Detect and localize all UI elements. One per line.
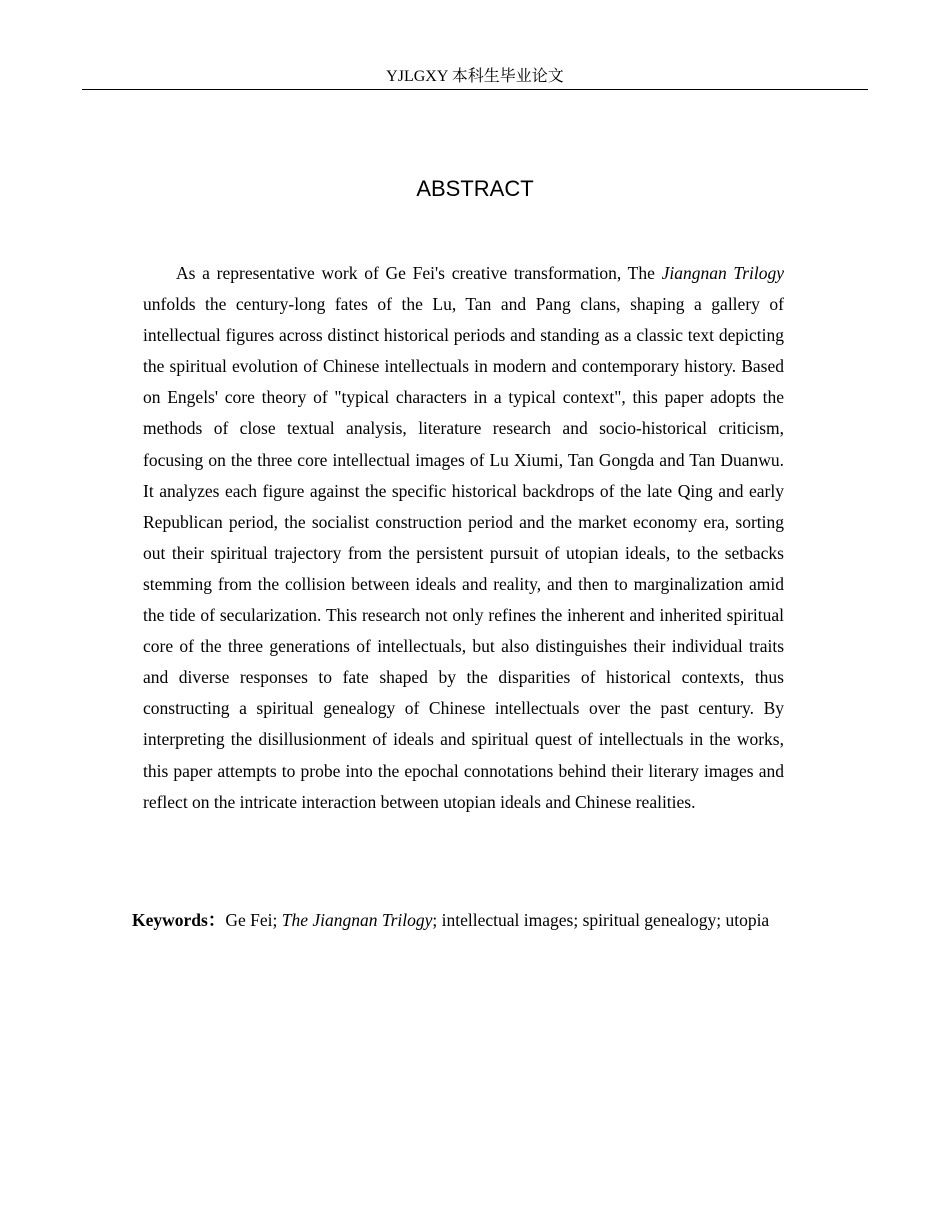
abstract-body [143, 258, 784, 818]
running-header [82, 66, 868, 90]
abstract-title: ABSTRACT [416, 176, 534, 201]
keywords-label: Keywords： [132, 910, 226, 930]
keyword-work-title: The Jiangnan Trilogy [281, 910, 433, 930]
keyword-ge-fei: Ge Fei; [225, 910, 278, 930]
abstract-body-text-2: unfolds the century-long fates of the Lu, Tan and Pang clans, shaping a gallery of intellectual figures across distinct historical periods and standing as a classic text depicting the spiritual evolution of Chinese intellectuals in modern and contemporary history. Based on Engels' core theory of "typical characters in a typical context", this paper adopts the methods of close textual analysis, literature research and socio-historical criticism, focusing on the three core intellectual images of Lu Xiumi, Tan Gongda and Tan Duanwu. It analyzes each figure against the specific historical backdrops of the late Qing and early Republican period, the socialist construction period and the market economy era, sorting out their spiritual trajectory from the persistent pursuit of utopian ideals, to the setbacks stemming from the collision between ideals and reality, and then to marginalization amid the tide of secularization. This research not only refines the inherent and inherited spiritual core of the three generations of intellectuals, but also distinguishes their individual traits and diverse responses to fate shaped by the disparities of historical contexts, thus constructing a spiritual genealogy of Chinese intellectuals over the past century. By interpreting the disillusionment of ideals and spiritual quest of intellectuals in the works, this paper attempts to probe into the epochal connotations behind their literary images and reflect on the intricate interaction between utopian ideals and Chinese realities. [143, 294, 784, 812]
abstract-body-text-1: As a representative work of Ge Fei's creative transformation, The [176, 263, 662, 283]
running-header-title: YJLGXY 本科生毕业论文 [386, 68, 564, 85]
keywords-line [132, 906, 852, 934]
abstract-body-work-title: Jiangnan Trilogy [661, 263, 785, 283]
keywords-rest: ; intellectual images; spiritual genealogy; utopia [432, 910, 770, 930]
